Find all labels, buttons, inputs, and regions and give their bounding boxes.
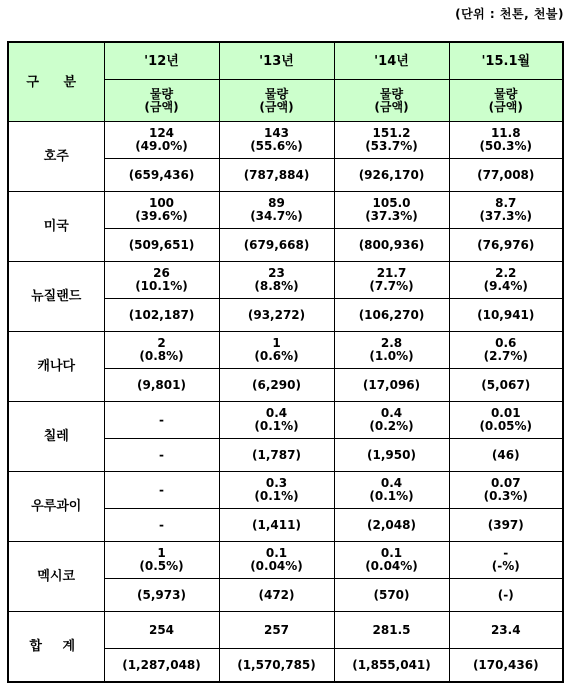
amount-cell: (10,941) (449, 299, 563, 332)
amount-cell: (926,170) (334, 159, 449, 192)
header-sublabel: 물량 (금액) (104, 80, 219, 122)
table-row (8, 262, 563, 299)
table-row (8, 122, 563, 159)
header-year: '12년 (104, 42, 219, 80)
amount-cell: (570) (334, 579, 449, 612)
country-name: 칠레 (8, 402, 104, 472)
volume-cell: 0.1 (0.04%) (334, 542, 449, 579)
table-row (8, 542, 563, 579)
amount-cell: (1,411) (219, 509, 334, 542)
country-name: 호주 (8, 122, 104, 192)
volume-cell: 257 (219, 612, 334, 649)
header-year: '13년 (219, 42, 334, 80)
amount-cell: - (104, 509, 219, 542)
volume-cell: 2.2 (9.4%) (449, 262, 563, 299)
volume-cell: 8.7 (37.3%) (449, 192, 563, 229)
amount-cell: (1,287,048) (104, 649, 219, 683)
volume-cell: 21.7 (7.7%) (334, 262, 449, 299)
volume-cell: 2.8 (1.0%) (334, 332, 449, 369)
volume-cell: - (104, 402, 219, 439)
volume-cell: 0.3 (0.1%) (219, 472, 334, 509)
amount-cell: (397) (449, 509, 563, 542)
volume-cell: - (104, 472, 219, 509)
amount-cell: (5,973) (104, 579, 219, 612)
header-category: 구 분 (8, 42, 104, 122)
volume-cell: 124 (49.0%) (104, 122, 219, 159)
header-sublabel: 물량 (금액) (334, 80, 449, 122)
amount-cell: (800,936) (334, 229, 449, 262)
import-statistics-table (7, 41, 564, 683)
amount-cell: (5,067) (449, 369, 563, 402)
table-row (8, 332, 563, 369)
country-name: 미국 (8, 192, 104, 262)
country-name: 뉴질랜드 (8, 262, 104, 332)
volume-cell: 1 (0.5%) (104, 542, 219, 579)
table-row (8, 612, 563, 649)
volume-cell: 151.2 (53.7%) (334, 122, 449, 159)
amount-cell: (2,048) (334, 509, 449, 542)
amount-cell: (6,290) (219, 369, 334, 402)
unit-note: (단위 : 천톤, 천불) (455, 7, 564, 21)
country-name: 멕시코 (8, 542, 104, 612)
amount-cell: (472) (219, 579, 334, 612)
header-year: '14년 (334, 42, 449, 80)
amount-cell: (106,270) (334, 299, 449, 332)
volume-cell: 105.0 (37.3%) (334, 192, 449, 229)
amount-cell: - (104, 439, 219, 472)
header-sublabel: 물량 (금액) (219, 80, 334, 122)
amount-cell: (1,787) (219, 439, 334, 472)
header-sublabel: 물량 (금액) (449, 80, 563, 122)
amount-cell: (77,008) (449, 159, 563, 192)
volume-cell: 0.4 (0.2%) (334, 402, 449, 439)
amount-cell: (1,570,785) (219, 649, 334, 683)
amount-cell: (1,950) (334, 439, 449, 472)
volume-cell: 100 (39.6%) (104, 192, 219, 229)
volume-cell: 0.4 (0.1%) (219, 402, 334, 439)
table-row (8, 472, 563, 509)
volume-cell: 0.01 (0.05%) (449, 402, 563, 439)
table-row (8, 402, 563, 439)
amount-cell: (93,272) (219, 299, 334, 332)
amount-cell: (17,096) (334, 369, 449, 402)
volume-cell: 143 (55.6%) (219, 122, 334, 159)
volume-cell: 26 (10.1%) (104, 262, 219, 299)
amount-cell: (-) (449, 579, 563, 612)
volume-cell: 2 (0.8%) (104, 332, 219, 369)
volume-cell: 89 (34.7%) (219, 192, 334, 229)
table-row (8, 192, 563, 229)
volume-cell: 254 (104, 612, 219, 649)
volume-cell: 1 (0.6%) (219, 332, 334, 369)
amount-cell: (102,187) (104, 299, 219, 332)
amount-cell: (76,976) (449, 229, 563, 262)
volume-cell: 0.6 (2.7%) (449, 332, 563, 369)
volume-cell: 23 (8.8%) (219, 262, 334, 299)
volume-cell: 11.8 (50.3%) (449, 122, 563, 159)
volume-cell: - (-%) (449, 542, 563, 579)
volume-cell: 0.07 (0.3%) (449, 472, 563, 509)
amount-cell: (679,668) (219, 229, 334, 262)
amount-cell: (170,436) (449, 649, 563, 683)
amount-cell: (1,855,041) (334, 649, 449, 683)
amount-cell: (787,884) (219, 159, 334, 192)
amount-cell: (659,436) (104, 159, 219, 192)
header-year: '15.1월 (449, 42, 563, 80)
volume-cell: 23.4 (449, 612, 563, 649)
volume-cell: 0.4 (0.1%) (334, 472, 449, 509)
header-row-years (8, 42, 563, 80)
volume-cell: 0.1 (0.04%) (219, 542, 334, 579)
amount-cell: (9,801) (104, 369, 219, 402)
country-name: 우루과이 (8, 472, 104, 542)
country-name: 캐나다 (8, 332, 104, 402)
amount-cell: (46) (449, 439, 563, 472)
amount-cell: (509,651) (104, 229, 219, 262)
volume-cell: 281.5 (334, 612, 449, 649)
country-name: 합 계 (8, 612, 104, 683)
